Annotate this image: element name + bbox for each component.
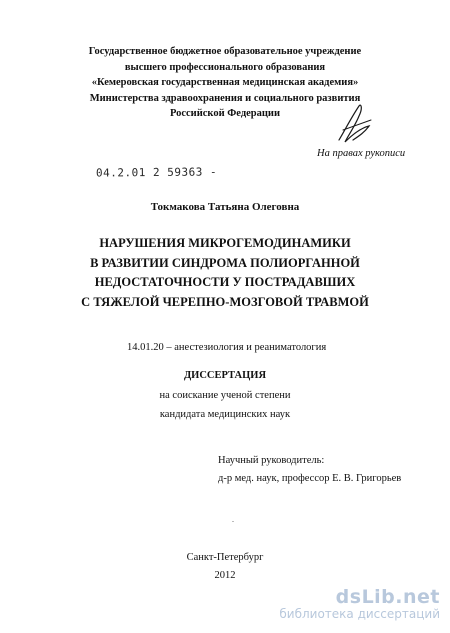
degree-line: на соискание ученой степени: [159, 390, 291, 401]
watermark: [279, 587, 440, 621]
rights-note: На правах рукописи: [317, 148, 406, 159]
supervisor-name: д-р мед. наук, профессор Е. В. Григорьев: [218, 473, 402, 484]
registration-stamp: 04.2.01 2 59363 -: [95, 165, 218, 180]
institution-line: Министерства здравоохранения и социального развития: [89, 92, 361, 104]
institution-block: [0, 44, 450, 122]
dissertation-title: [0, 234, 450, 312]
degree-line: кандидата медицинских наук: [159, 409, 291, 420]
place-year-block: [0, 549, 450, 585]
year: 2012: [214, 570, 236, 581]
institution-line: Государственное бюджетное образовательное учреждение: [88, 46, 362, 57]
dissertation-label: ДИССЕРТАЦИЯ: [183, 370, 267, 381]
title-line: НЕДОСТАТОЧНОСТИ У ПОСТРАДАВШИХ: [94, 275, 356, 289]
author-name: Токмакова Татьяна Олеговна: [150, 201, 300, 213]
institution-line: высшего профессионального образования: [124, 61, 326, 73]
degree-block: [0, 386, 450, 424]
supervisor-block: [218, 452, 401, 488]
city: Санкт-Петербург: [186, 552, 264, 563]
title-line: В РАЗВИТИИ СИНДРОМА ПОЛИОРГАННОЙ: [90, 255, 360, 270]
signature: [335, 100, 375, 148]
title-line: С ТЯЖЕЛОЙ ЧЕРЕПНО-МОЗГОВОЙ ТРАВМОЙ: [81, 294, 369, 309]
supervisor-label: Научный руководитель:: [218, 455, 325, 466]
institution-line: Российской Федерации: [169, 108, 281, 119]
institution-line: «Кемеровская государственная медицинская академия»: [91, 77, 359, 88]
title-line: НАРУШЕНИЯ МИКРОГЕМОДИНАМИКИ: [99, 236, 351, 250]
watermark-subtitle: библиотека диссертаций: [279, 607, 440, 621]
scan-speck: [232, 521, 234, 522]
watermark-logo: dsLib.net: [335, 586, 440, 608]
specialty-code: 14.01.20 – анестезиология и реаниматология: [127, 342, 327, 353]
